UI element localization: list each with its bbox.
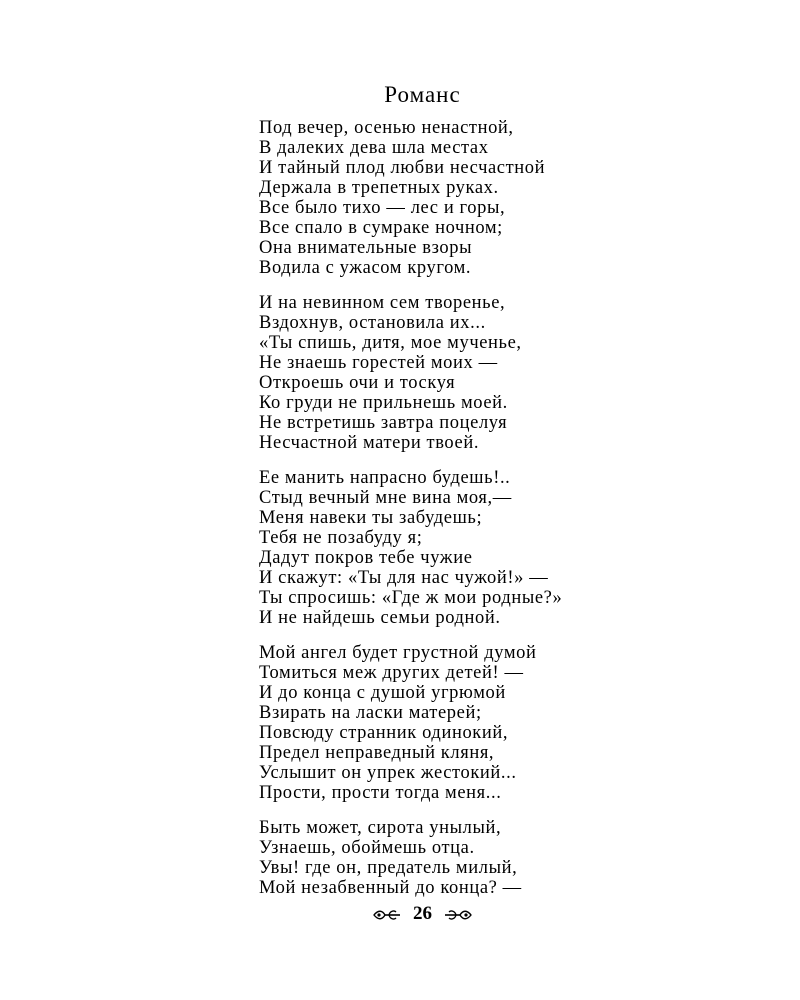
page-folio <box>0 901 800 927</box>
poem-line: Откроешь очи и тоскуя <box>259 373 456 393</box>
poem-line: Водила с ужасом кругом. <box>259 258 472 278</box>
stanza <box>259 818 739 898</box>
poem-line: Под вечер, осенью ненастной, <box>259 118 514 138</box>
poem-line: И на невинном сем творенье, <box>259 293 506 313</box>
poem-line: И скажут: «Ты для нас чужой!» — <box>259 568 549 588</box>
poem-line: Держала в трепетных руках. <box>259 178 499 198</box>
stanza <box>259 118 739 278</box>
poem-line: Ее манить напрасно будешь!.. <box>259 468 511 488</box>
poem-line: В далеких дева шла местах <box>259 138 489 158</box>
poem-title <box>0 80 800 110</box>
poem-line: Дадут покров тебе чужие <box>259 548 473 568</box>
stanza <box>259 468 739 628</box>
poem-line: Предел неправедный кляня, <box>259 743 495 763</box>
stanza <box>259 643 739 803</box>
poem-title-text: Романс <box>384 82 461 107</box>
poem-body <box>259 118 739 913</box>
poem-line: Не встретишь завтра поцелуя <box>259 413 508 433</box>
poem-line: Все спало в сумраке ночном; <box>259 218 503 238</box>
poem-line: Несчастной матери твоей. <box>259 433 480 453</box>
poem-line: Быть может, сирота унылый, <box>259 818 502 838</box>
fleuron-left-icon <box>372 907 402 923</box>
poem-line: Тебя не позабуду я; <box>259 528 423 548</box>
poem-line: Томиться меж других детей! — <box>259 663 524 683</box>
poem-line: «Ты спишь, дитя, мое мученье, <box>259 333 522 353</box>
poem-line: Увы! где он, предатель милый, <box>259 858 518 878</box>
poem-line: И до конца с душой угрюмой <box>259 683 506 703</box>
poem-line: Не знаешь горестей моих — <box>259 353 498 373</box>
poem-line: Вздохнув, остановила их... <box>259 313 486 333</box>
page-number: 26 <box>413 903 432 924</box>
poem-line: Стыд вечный мне вина моя,— <box>259 488 512 508</box>
poem-line: Взирать на ласки матерей; <box>259 703 482 723</box>
poem-line: Мой незабвенный до конца? — <box>259 878 522 898</box>
poem-line: Прости, прости тогда меня... <box>259 783 502 803</box>
poem-line: Узнаешь, обоймешь отца. <box>259 838 475 858</box>
poem-line: Ты спросишь: «Где ж мои родные?» <box>259 588 563 608</box>
poem-line: Ко груди не прильнешь моей. <box>259 393 508 413</box>
poem-line: Она внимательные взоры <box>259 238 473 258</box>
stanza <box>259 293 739 453</box>
poem-line: Повсюду странник одинокий, <box>259 723 509 743</box>
fleuron-right-icon <box>443 907 473 923</box>
poem-line: Мой ангел будет грустной думой <box>259 643 537 663</box>
poem-line: Меня навеки ты забудешь; <box>259 508 483 528</box>
poem-line: И не найдешь семьи родной. <box>259 608 501 628</box>
poem-line: И тайный плод любви несчастной <box>259 158 546 178</box>
poem-line: Услышит он упрек жестокий... <box>259 763 517 783</box>
poem-line: Все было тихо — лес и горы, <box>259 198 506 218</box>
